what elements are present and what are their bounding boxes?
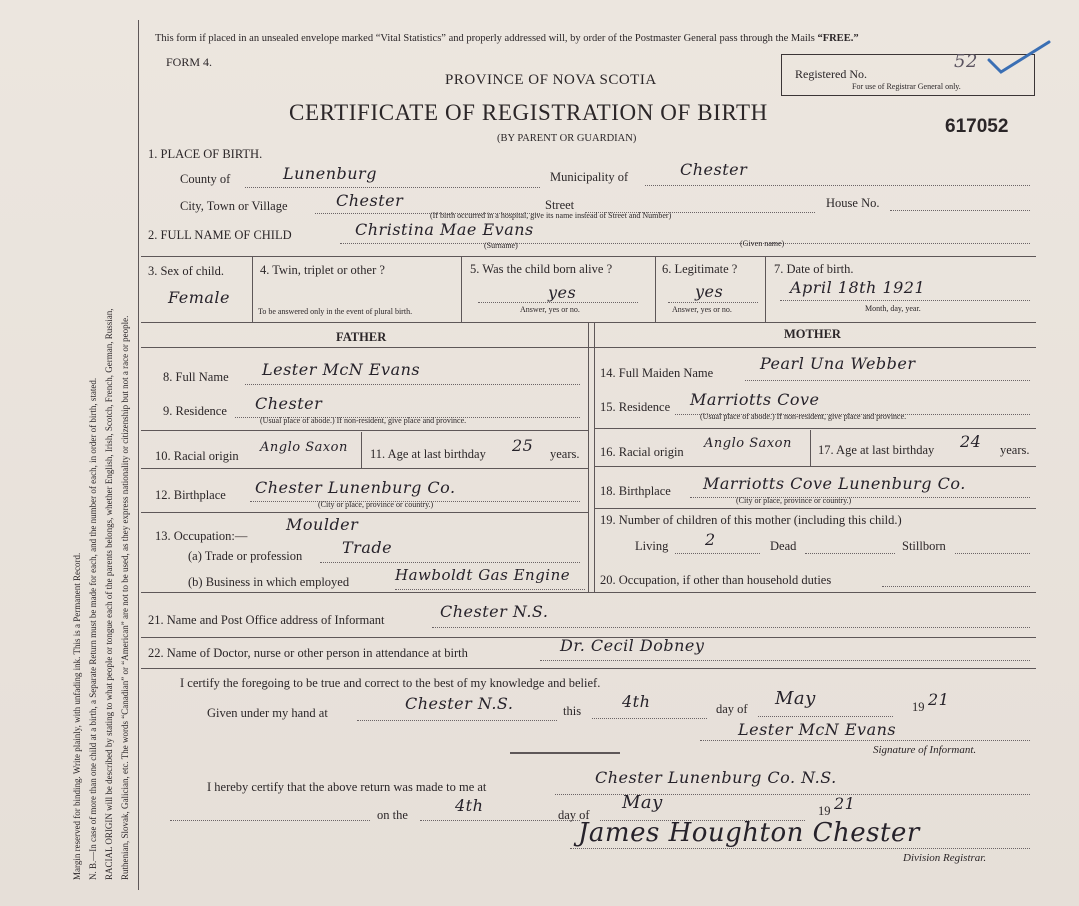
registrar-year-value: 21	[834, 794, 856, 813]
father-trade-value: Trade	[342, 538, 393, 557]
informant-value: Chester N.S.	[440, 602, 549, 621]
given-name-note: (Given name)	[740, 239, 785, 248]
given-year-prefix: 19	[912, 700, 925, 714]
mother-residence-label: 15. Residence	[600, 400, 671, 414]
registrar-year-prefix: 19	[818, 804, 831, 818]
father-business-value: Hawboldt Gas Engine	[395, 566, 571, 584]
father-name-label: 8. Full Name	[163, 370, 229, 384]
sex-label: 3. Sex of child.	[148, 264, 225, 278]
stillborn-label: Stillborn	[902, 539, 946, 553]
informant-label: 21. Name and Post Office address of Informant	[148, 613, 385, 627]
doctor-label: 22. Name of Doctor, nurse or other person in attendance at birth	[148, 646, 468, 660]
father-occupation-label: 13. Occupation:—	[155, 529, 248, 543]
informant-signature: Lester McN Evans	[738, 720, 897, 739]
living-value: 2	[705, 530, 716, 549]
given-under-label: Given under my hand at	[207, 706, 328, 720]
father-residence-value: Chester	[255, 394, 323, 413]
page-subtitle: (BY PARENT OR GUARDIAN)	[497, 133, 637, 144]
alive-note: Answer, yes or no.	[520, 305, 580, 314]
page-title: CERTIFICATE OF REGISTRATION OF BIRTH	[289, 100, 768, 125]
county-label: County of	[180, 172, 231, 186]
children-count-label: 19. Number of children of this mother (including this child.)	[600, 513, 902, 527]
legitimate-note: Answer, yes or no.	[672, 305, 732, 314]
mother-name-value: Pearl Una Webber	[760, 354, 916, 373]
county-value: Lunenburg	[283, 164, 377, 183]
dead-label: Dead	[770, 539, 797, 553]
legitimate-value: yes	[695, 282, 724, 301]
mother-birthplace-value: Marriotts Cove Lunenburg Co.	[703, 474, 966, 493]
father-business-label: (b) Business in which employed	[188, 575, 350, 589]
registrar-month-value: May	[622, 792, 663, 813]
sex-value: Female	[168, 288, 230, 307]
mother-age-value: 24	[960, 432, 982, 451]
father-residence-label: 9. Residence	[163, 404, 227, 418]
mother-birthplace-label: 18. Birthplace	[600, 484, 671, 498]
mother-heading: MOTHER	[784, 327, 841, 341]
municipality-value: Chester	[680, 160, 748, 179]
date-label: 7. Date of birth.	[774, 262, 854, 276]
mother-name-label: 14. Full Maiden Name	[600, 366, 714, 380]
father-name-value: Lester McN Evans	[262, 360, 421, 379]
father-birthplace-label: 12. Birthplace	[155, 488, 226, 502]
twin-label: 4. Twin, triplet or other ?	[260, 263, 385, 277]
alive-value: yes	[548, 283, 577, 302]
side-note-nationality: Ruthenian, Slovak, Galician, etc. The words “Canadian” or “American” are not to be used, as they express nationality or citizenship but not a race or people.	[120, 315, 130, 880]
father-occupation-value: Moulder	[286, 515, 359, 534]
registrar-signature: James Houghton Chester	[578, 818, 920, 848]
given-year-value: 21	[928, 690, 950, 709]
this-label: this	[563, 704, 582, 718]
form-number: FORM 4.	[166, 55, 213, 69]
father-trade-label: (a) Trade or profession	[188, 549, 303, 563]
margin-line	[138, 20, 139, 890]
mother-birthplace-note: (City or place, province or country.)	[736, 496, 852, 505]
father-heading: FATHER	[336, 330, 387, 344]
hospital-note: (If birth occurred in a hospital, give its name instead of Street and Number)	[430, 211, 672, 220]
given-day-value: 4th	[622, 692, 651, 711]
mother-race-label: 16. Racial origin	[600, 445, 684, 459]
informant-signature-label: Signature of Informant.	[873, 744, 977, 756]
mother-residence-note: (Usual place of abode.) If non-resident, give place and province.	[700, 412, 907, 421]
given-month-value: May	[775, 688, 816, 709]
registrar-day-of-label: day of	[558, 808, 590, 822]
registered-number: 52	[954, 51, 978, 72]
registrar-statement: I hereby certify that the above return was made to me at	[207, 780, 487, 794]
side-note-binding: Margin reserved for binding. Write plainly, with unfading ink. This is a Permanent Record.	[72, 552, 82, 880]
twin-note: To be answered only in the event of plural birth.	[258, 307, 413, 316]
province-heading: PROVINCE OF NOVA SCOTIA	[445, 72, 657, 88]
doctor-value: Dr. Cecil Dobney	[560, 636, 705, 655]
given-place-value: Chester N.S.	[405, 694, 514, 713]
registrar-day-value: 4th	[455, 796, 484, 815]
given-day-of-label: day of	[716, 702, 748, 716]
living-label: Living	[635, 539, 669, 553]
father-residence-note: (Usual place of abode.) If non-resident, give place and province.	[260, 416, 467, 425]
father-age-years: years.	[550, 447, 580, 461]
date-value: April 18th 1921	[790, 278, 926, 297]
postal-notice-free: “FREE.”	[817, 33, 859, 44]
certification-statement: I certify the foregoing to be true and correct to the best of my knowledge and belief.	[180, 676, 601, 690]
date-note: Month, day, year.	[865, 304, 921, 313]
place-of-birth-heading: 1. PLACE OF BIRTH.	[148, 147, 263, 161]
father-birthplace-note: (City or place, province or country.)	[318, 500, 434, 509]
registrar-place-value: Chester Lunenburg Co. N.S.	[595, 768, 837, 787]
side-note-racial-origin: RACIAL ORIGIN will be described by stating to what people or tongue each of the parents belongs, whether English, Irish, Scotch, French, German, Russian,	[104, 308, 114, 880]
postal-notice: This form if placed in an unsealed envelope marked “Vital Statistics” and properly addressed will, by order of the Postmaster General pass through the Mails	[155, 33, 815, 44]
legitimate-label: 6. Legitimate ?	[662, 262, 738, 276]
father-race-label: 10. Racial origin	[155, 449, 239, 463]
house-label: House No.	[826, 196, 880, 210]
mother-age-years: years.	[1000, 443, 1030, 457]
mother-occupation-label: 20. Occupation, if other than household duties	[600, 573, 832, 587]
father-birthplace-value: Chester Lunenburg Co.	[255, 478, 456, 497]
registered-label: Registered No.	[795, 67, 867, 81]
alive-label: 5. Was the child born alive ?	[470, 262, 613, 276]
surname-note: (Surname)	[484, 241, 518, 250]
registrar-signature-label: Division Registrar.	[903, 852, 987, 864]
side-note-multiple-births: N. B.—In case of more than one child at a birth, a Separate Return must be made for each, and the number of each, in order of birth, stated.	[88, 377, 98, 880]
registered-note: For use of Registrar General only.	[852, 82, 961, 91]
registrar-on-the-label: on the	[377, 808, 408, 822]
municipality-label: Municipality of	[550, 170, 629, 184]
street-label: Street	[545, 198, 575, 212]
father-age-value: 25	[512, 436, 534, 455]
city-label: City, Town or Village	[180, 199, 288, 213]
father-race-value: Anglo Saxon	[260, 440, 348, 455]
city-value: Chester	[336, 191, 404, 210]
child-name-label: 2. FULL NAME OF CHILD	[148, 228, 292, 242]
father-age-label: 11. Age at last birthday	[370, 447, 486, 461]
mother-residence-value: Marriotts Cove	[690, 390, 820, 409]
checkmark-icon	[985, 38, 1055, 80]
child-name-value: Christina Mae Evans	[355, 220, 534, 239]
mother-race-value: Anglo Saxon	[704, 436, 792, 451]
mother-age-label: 17. Age at last birthday	[818, 443, 935, 457]
serial-number: 617052	[945, 116, 1009, 137]
